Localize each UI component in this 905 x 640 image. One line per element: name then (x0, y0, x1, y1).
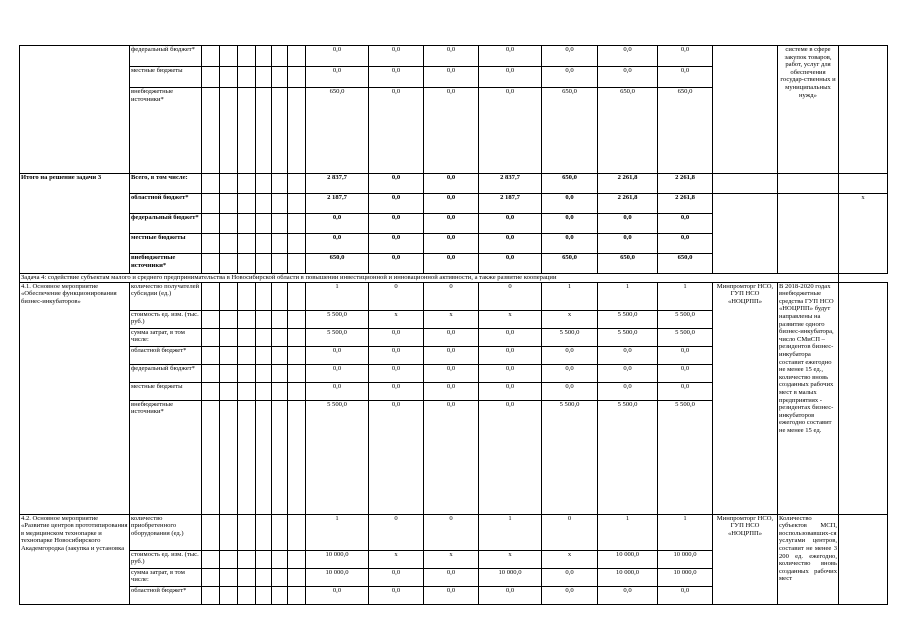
row-label: областной бюджет* (130, 586, 202, 604)
value-cell: 2 837,7 (306, 174, 369, 194)
value-cell: х (369, 550, 424, 568)
empty-cell (288, 310, 306, 328)
value-cell: 0,0 (306, 586, 369, 604)
value-cell: х (424, 310, 479, 328)
value-cell: 5 500,0 (658, 400, 713, 514)
value-cell: 0,0 (658, 67, 713, 88)
value-cell: 0,0 (479, 88, 542, 174)
empty-cell (202, 194, 220, 214)
row-label: Всего, в том числе: (130, 174, 202, 194)
empty-cell (238, 310, 256, 328)
value-cell: 0,0 (479, 46, 542, 67)
value-cell: 5 500,0 (598, 328, 658, 346)
value-cell: 1 (542, 282, 598, 310)
empty-cell (238, 214, 256, 234)
empty-cell (256, 568, 272, 586)
value-cell: 0,0 (369, 234, 424, 254)
value-cell: 1 (598, 514, 658, 550)
value-cell: 0,0 (306, 382, 369, 400)
empty-cell (256, 254, 272, 274)
empty-cell (202, 310, 220, 328)
value-cell: 1 (479, 514, 542, 550)
value-cell: 0,0 (369, 214, 424, 234)
empty-cell (238, 586, 256, 604)
value-cell: 0,0 (424, 328, 479, 346)
empty-cell (202, 364, 220, 382)
empty-cell (272, 46, 288, 67)
value-cell: 0,0 (479, 382, 542, 400)
value-cell: 10 000,0 (306, 568, 369, 586)
empty-cell (256, 328, 272, 346)
empty-cell (256, 214, 272, 234)
value-cell: 0 (542, 514, 598, 550)
value-cell: 0,0 (424, 382, 479, 400)
empty-cell (256, 46, 272, 67)
value-cell: 0,0 (306, 67, 369, 88)
empty-cell (238, 254, 256, 274)
empty-cell (839, 46, 888, 174)
value-cell: 650,0 (306, 88, 369, 174)
table-row (20, 514, 888, 550)
value-cell: 0,0 (598, 586, 658, 604)
empty-cell (202, 382, 220, 400)
table-row (20, 46, 888, 67)
value-cell: 5 500,0 (598, 310, 658, 328)
value-cell: 5 500,0 (542, 328, 598, 346)
value-cell: 0,0 (369, 46, 424, 67)
empty-cell (220, 234, 238, 254)
value-cell: 0,0 (306, 364, 369, 382)
value-cell: 650,0 (542, 174, 598, 194)
empty-cell (256, 346, 272, 364)
empty-cell (288, 88, 306, 174)
row-label: областной бюджет* (130, 346, 202, 364)
value-cell: 2 837,7 (479, 174, 542, 194)
value-cell: 0,0 (424, 346, 479, 364)
empty-cell (238, 67, 256, 88)
value-cell: 650,0 (542, 254, 598, 274)
empty-cell (220, 514, 238, 550)
empty-cell (220, 254, 238, 274)
value-cell: 2 261,8 (658, 174, 713, 194)
empty-cell (272, 346, 288, 364)
empty-cell (288, 234, 306, 254)
value-cell: 650,0 (658, 88, 713, 174)
empty-cell (256, 88, 272, 174)
value-cell: 650,0 (598, 88, 658, 174)
result-cell: В 2018-2020 годах внебюджетные средства ГУП НСО «НОЦРПП» будут направлены на развитие одного бизнес-инкубатора, число СМиСП – резидентов бизнес-инкубатора составит ежегодно не менее 15 ед., количество вновь созданных рабочих мест в малых предприятиях - резидентах бизнес-инкубаторов ежегодно составит не менее 15 ед. (778, 282, 839, 514)
empty-cell (272, 67, 288, 88)
empty-cell (238, 514, 256, 550)
value-cell: 0,0 (424, 214, 479, 234)
empty-cell (288, 174, 306, 194)
value-cell: 5 500,0 (306, 400, 369, 514)
empty-cell (238, 174, 256, 194)
empty-cell (288, 382, 306, 400)
value-cell: х (479, 550, 542, 568)
row-label: местные бюджеты (130, 382, 202, 400)
empty-cell (713, 194, 778, 274)
empty-cell (256, 310, 272, 328)
value-cell: 5 500,0 (598, 400, 658, 514)
x-mark: х (839, 194, 888, 274)
value-cell: 2 187,7 (479, 194, 542, 214)
empty-cell (288, 550, 306, 568)
value-cell: 0,0 (658, 586, 713, 604)
value-cell: 0,0 (542, 346, 598, 364)
result-cell: Количество субъектов МСП, воспользовавших-ся услугами центров, составит не менее 3 200 ед. ежегодно, количество вновь созданных рабочих мест (778, 514, 839, 604)
value-cell: 0,0 (542, 364, 598, 382)
empty-cell (288, 586, 306, 604)
value-cell: 0,0 (542, 382, 598, 400)
value-cell: 0,0 (658, 364, 713, 382)
value-cell: х (542, 310, 598, 328)
empty-cell (256, 364, 272, 382)
value-cell: 0,0 (542, 568, 598, 586)
empty-cell (256, 234, 272, 254)
empty-cell (238, 194, 256, 214)
value-cell: 1 (306, 514, 369, 550)
empty-cell (202, 550, 220, 568)
value-cell: 0,0 (369, 174, 424, 194)
empty-cell (256, 194, 272, 214)
value-cell: 1 (306, 282, 369, 310)
empty-cell (202, 400, 220, 514)
value-cell: 0,0 (658, 346, 713, 364)
value-cell: 650,0 (306, 254, 369, 274)
task4-header: Задача 4: содействие субъектам малого и среднего предпринимательства в Новосибирской области в повышении инвестиционной и инновационной активности, а также развитие кооперации (20, 274, 839, 283)
empty-cell (202, 346, 220, 364)
empty-cell (220, 194, 238, 214)
document-page (19, 45, 888, 605)
row-label: стоимость ед. изм. (тыс. руб.) (130, 550, 202, 568)
empty-cell (220, 174, 238, 194)
task-header-row (20, 274, 888, 283)
row-label: федеральный бюджет* (130, 364, 202, 382)
empty-cell (256, 282, 272, 310)
empty-cell (202, 568, 220, 586)
value-cell: 0,0 (479, 254, 542, 274)
empty-cell (256, 174, 272, 194)
row-label: сумма затрат, в том числе: (130, 328, 202, 346)
empty-cell (202, 282, 220, 310)
empty-cell (220, 364, 238, 382)
empty-cell (220, 88, 238, 174)
value-cell: 10 000,0 (658, 568, 713, 586)
table-row (20, 194, 888, 214)
measure-title: 4.1. Основное мероприятие «Обеспечение функционирования бизнес-инкубаторов» (20, 282, 130, 514)
empty-cell (220, 214, 238, 234)
value-cell: 0,0 (369, 364, 424, 382)
value-cell: 0,0 (479, 234, 542, 254)
value-cell: 0 (424, 514, 479, 550)
value-cell: х (424, 550, 479, 568)
empty-cell (288, 364, 306, 382)
value-cell: 0,0 (479, 346, 542, 364)
empty-cell (778, 174, 839, 194)
empty-cell (202, 46, 220, 67)
value-cell: 0,0 (424, 364, 479, 382)
table-row (20, 174, 888, 194)
value-cell: 0,0 (479, 400, 542, 514)
empty-cell (288, 194, 306, 214)
value-cell: 0,0 (598, 346, 658, 364)
empty-cell (202, 514, 220, 550)
value-cell: 0,0 (424, 174, 479, 194)
empty-cell (238, 550, 256, 568)
value-cell: 10 000,0 (598, 550, 658, 568)
empty-cell (272, 550, 288, 568)
empty-cell (238, 234, 256, 254)
value-cell: 10 000,0 (598, 568, 658, 586)
value-cell: 0 (369, 282, 424, 310)
empty-cell (238, 568, 256, 586)
empty-cell (256, 382, 272, 400)
row-label: федеральный бюджет* (130, 214, 202, 234)
value-cell: 0,0 (306, 46, 369, 67)
value-cell: 650,0 (598, 254, 658, 274)
value-cell: 0,0 (542, 586, 598, 604)
value-cell: 0,0 (424, 586, 479, 604)
value-cell: 0,0 (479, 586, 542, 604)
value-cell: 0,0 (479, 364, 542, 382)
value-cell: 0 (479, 282, 542, 310)
empty-cell (238, 282, 256, 310)
empty-cell (202, 214, 220, 234)
empty-cell (202, 254, 220, 274)
value-cell: 0,0 (424, 67, 479, 88)
value-cell: 0,0 (369, 328, 424, 346)
value-cell: 0,0 (369, 346, 424, 364)
empty-cell (272, 234, 288, 254)
empty-cell (839, 514, 888, 604)
empty-cell (272, 310, 288, 328)
empty-cell (288, 400, 306, 514)
value-cell: 0,0 (424, 568, 479, 586)
value-cell: 0,0 (424, 400, 479, 514)
empty-cell (220, 550, 238, 568)
value-cell: 1 (598, 282, 658, 310)
row-label: стоимость ед. изм. (тыс. руб.) (130, 310, 202, 328)
empty-cell (288, 282, 306, 310)
empty-cell (288, 254, 306, 274)
result-note: системе в сфере закупок товаров, работ, услуг для обеспечения государ-ственных и муниципальных нужд» (778, 46, 839, 174)
value-cell: 0,0 (369, 88, 424, 174)
empty-cell (713, 174, 778, 194)
value-cell: 0,0 (369, 382, 424, 400)
empty-cell (220, 67, 238, 88)
empty-cell (256, 67, 272, 88)
value-cell: 10 000,0 (658, 550, 713, 568)
value-cell: 2 261,8 (598, 194, 658, 214)
empty-cell (238, 382, 256, 400)
empty-cell (202, 328, 220, 346)
empty-cell (202, 67, 220, 88)
empty-cell (238, 328, 256, 346)
value-cell: 0,0 (658, 46, 713, 67)
value-cell: 0,0 (542, 46, 598, 67)
value-cell: х (479, 310, 542, 328)
value-cell: 2 261,8 (658, 194, 713, 214)
empty-cell (272, 88, 288, 174)
continuation-title-cell (20, 46, 130, 174)
empty-cell (778, 194, 839, 274)
empty-cell (238, 364, 256, 382)
value-cell: 0,0 (598, 364, 658, 382)
empty-cell (288, 46, 306, 67)
value-cell: 0,0 (658, 382, 713, 400)
program-table (19, 45, 888, 605)
empty-cell (288, 514, 306, 550)
row-label: областной бюджет* (130, 194, 202, 214)
value-cell: 0,0 (542, 194, 598, 214)
value-cell: 0,0 (598, 67, 658, 88)
value-cell: 0,0 (479, 214, 542, 234)
empty-cell (256, 550, 272, 568)
empty-cell (256, 586, 272, 604)
value-cell: 0,0 (598, 382, 658, 400)
empty-cell (202, 234, 220, 254)
value-cell: 5 500,0 (306, 328, 369, 346)
empty-cell (202, 174, 220, 194)
value-cell: х (369, 310, 424, 328)
value-cell: 5 500,0 (542, 400, 598, 514)
empty-cell (272, 194, 288, 214)
empty-cell (238, 46, 256, 67)
executor-cell: Минпромторг НСО, ГУП НСО «НОЦРПП» (713, 282, 778, 514)
value-cell: 5 500,0 (658, 310, 713, 328)
value-cell: 0 (424, 282, 479, 310)
value-cell: 0,0 (658, 214, 713, 234)
value-cell: 0,0 (424, 234, 479, 254)
empty-cell (220, 328, 238, 346)
empty-cell (272, 364, 288, 382)
value-cell: 0 (369, 514, 424, 550)
measure-title: 4.2. Основное мероприятие «Развитие центров прототипирования в медицинском технопарке и технопарке Новосибирского Академгородка (закупка и установка (20, 514, 130, 604)
value-cell: 0,0 (542, 67, 598, 88)
empty-cell (238, 346, 256, 364)
empty-cell (220, 346, 238, 364)
task3-title: Итого на решение задачи 3 (20, 174, 130, 274)
value-cell: 1 (658, 282, 713, 310)
value-cell: 0,0 (424, 254, 479, 274)
empty-cell (839, 174, 888, 194)
value-cell: х (542, 550, 598, 568)
empty-cell (288, 214, 306, 234)
empty-cell (202, 88, 220, 174)
empty-cell (256, 514, 272, 550)
row-label: количество получателей субсидии (ед.) (130, 282, 202, 310)
value-cell: 0,0 (306, 234, 369, 254)
row-label: местные бюджеты (130, 234, 202, 254)
empty-cell (220, 568, 238, 586)
value-cell: 0,0 (658, 234, 713, 254)
executor-cell (713, 46, 778, 174)
value-cell: 5 500,0 (658, 328, 713, 346)
empty-cell (202, 586, 220, 604)
value-cell: 0,0 (598, 214, 658, 234)
row-label: внебюджетные источники* (130, 88, 202, 174)
value-cell: 0,0 (424, 194, 479, 214)
row-label: федеральный бюджет* (130, 46, 202, 67)
empty-cell (288, 67, 306, 88)
value-cell: 10 000,0 (306, 550, 369, 568)
empty-cell (220, 310, 238, 328)
value-cell: 5 500,0 (306, 310, 369, 328)
empty-cell (272, 214, 288, 234)
value-cell: 650,0 (658, 254, 713, 274)
empty-cell (272, 514, 288, 550)
empty-cell (220, 46, 238, 67)
empty-cell (272, 382, 288, 400)
table-row (20, 282, 888, 310)
value-cell: 0,0 (424, 46, 479, 67)
empty-cell (272, 254, 288, 274)
empty-cell (288, 346, 306, 364)
value-cell: 0,0 (369, 194, 424, 214)
empty-cell (272, 174, 288, 194)
value-cell: 0,0 (598, 46, 658, 67)
value-cell: 0,0 (369, 400, 424, 514)
value-cell: 1 (658, 514, 713, 550)
value-cell: 10 000,0 (479, 568, 542, 586)
empty-cell (272, 282, 288, 310)
row-label: внебюджетные источники* (130, 254, 202, 274)
row-label: количество приобретенного оборудования (ед.) (130, 514, 202, 550)
value-cell: 0,0 (369, 586, 424, 604)
value-cell: 0,0 (542, 234, 598, 254)
value-cell: 0,0 (424, 88, 479, 174)
executor-cell: Минпромторг НСО, ГУП НСО «НОЦРПП» (713, 514, 778, 604)
empty-cell (272, 568, 288, 586)
empty-cell (220, 400, 238, 514)
value-cell: 0,0 (479, 67, 542, 88)
row-label: местные бюджеты (130, 67, 202, 88)
value-cell: 2 187,7 (306, 194, 369, 214)
empty-cell (272, 400, 288, 514)
empty-cell (220, 382, 238, 400)
value-cell: 0,0 (369, 67, 424, 88)
empty-cell (256, 400, 272, 514)
value-cell: 0,0 (306, 346, 369, 364)
row-label: сумма затрат, в том числе: (130, 568, 202, 586)
empty-cell (839, 282, 888, 514)
empty-cell (272, 328, 288, 346)
value-cell: 0,0 (479, 328, 542, 346)
value-cell: 0,0 (369, 254, 424, 274)
row-label: внебюджетные источники* (130, 400, 202, 514)
empty-cell (272, 586, 288, 604)
value-cell: 0,0 (369, 568, 424, 586)
empty-cell (288, 328, 306, 346)
value-cell: 0,0 (542, 214, 598, 234)
value-cell: 0,0 (598, 234, 658, 254)
value-cell: 650,0 (542, 88, 598, 174)
value-cell: 0,0 (306, 214, 369, 234)
empty-cell (238, 400, 256, 514)
empty-cell (288, 568, 306, 586)
empty-cell (238, 88, 256, 174)
empty-cell (220, 586, 238, 604)
value-cell: 2 261,8 (598, 174, 658, 194)
empty-cell (220, 282, 238, 310)
